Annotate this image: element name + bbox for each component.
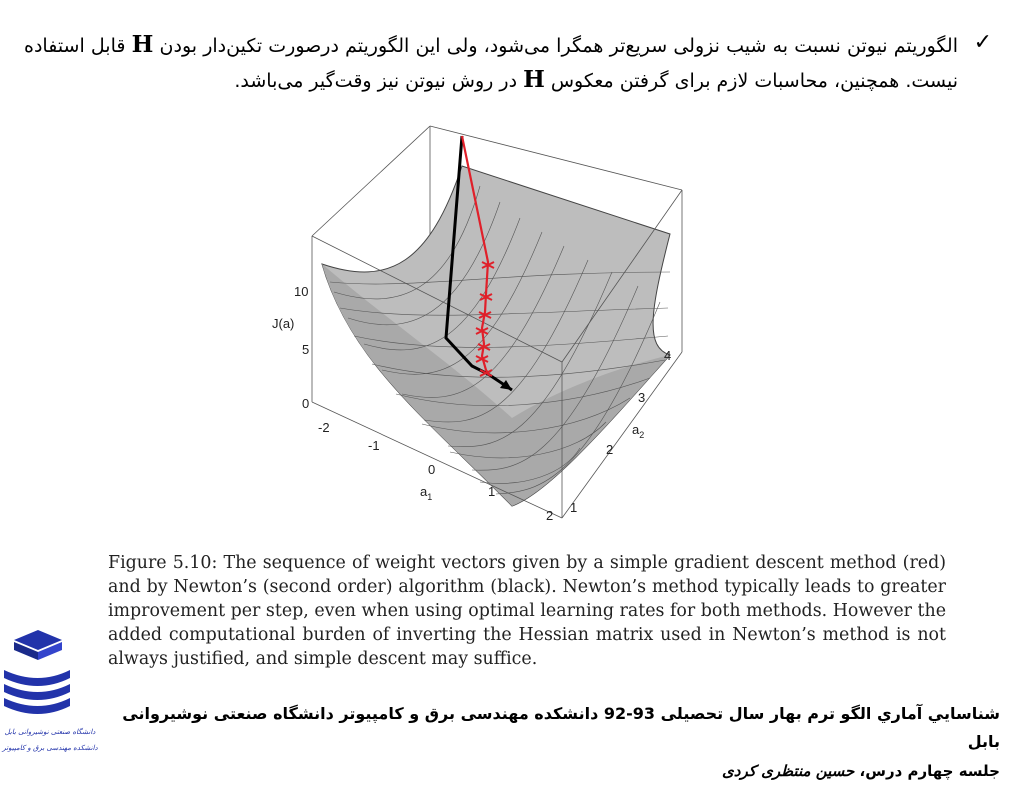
bullet-block: [24, 28, 992, 98]
z-tick: 10: [294, 284, 309, 299]
figure-caption: [108, 551, 946, 671]
a2-tick: 3: [638, 390, 646, 405]
a1-tick: 2: [546, 508, 554, 523]
session-label: جلسه چهارم درس،: [854, 762, 1000, 780]
a1-tick: -2: [318, 420, 330, 435]
a1-tick: 1: [488, 484, 496, 499]
a2-tick: 2: [606, 442, 614, 457]
a2-tick: 4: [664, 348, 672, 363]
caption-text: Figure 5.10: The sequence of weight vectors given by a simple gradient descent method (red) and by Newton’s (second order) algorithm (black). Newton’s method typically leads to greater improvement per step, even when using optimal learning rates for both methods. However the added computational burden of inverting the Hessian matrix used in Newton’s method is not always justified, and simple descent may suffice.: [108, 553, 946, 669]
hessian-symbol-1: H: [131, 31, 154, 58]
bullet-text-part3: در روش نیوتن نیز وقت‌گیر می‌باشد.: [234, 70, 524, 92]
surface-plot-figure: [250, 122, 690, 532]
slide-footer: [100, 700, 1000, 786]
footer-session-line: [100, 756, 1000, 786]
instructor-name: حسین منتظری کردی: [722, 762, 855, 780]
a2-axis-label: $a_2$: [632, 422, 645, 440]
a2-tick: 1: [570, 500, 578, 515]
course-title: شناسايي آماري الگو: [840, 704, 1000, 723]
surface-plot: [250, 122, 690, 532]
svg-text:دانشکده مهندسی برق و کامپیوتر: دانشکده مهندسی برق و کامپیوتر: [2, 744, 98, 752]
z-tick: 0: [302, 396, 310, 411]
svg-text:دانشگاه صنعتی نوشیروانی بابل: دانشگاه صنعتی نوشیروانی بابل: [4, 728, 96, 736]
checkmark-icon: ✓: [973, 30, 992, 55]
term-info: ترم بهار سال تحصیلی 93-92 دانشکده مهندسی برق و کامپیوتر دانشگاه صنعتی نوشیروانی بابل: [122, 704, 1000, 751]
bullet-text-part2: قابل استفاده نیست. همچنین، محاسبات لازم برای گرفتن معکوس: [24, 35, 958, 92]
z-tick: 5: [302, 342, 310, 357]
logo-emblem: [0, 628, 100, 768]
z-axis-label: J(a): [272, 316, 295, 331]
a1-axis-label: $a_1$: [420, 484, 433, 502]
bullet-text: [24, 28, 958, 98]
a1-tick: -1: [368, 438, 380, 453]
bullet-text-part1: الگوریتم نیوتن نسبت به شیب نزولی سریع‌تر همگرا می‌شود، ولی این الگوریتم درصورت تکین‌دار بودن: [153, 35, 958, 57]
university-logo: [0, 628, 100, 768]
footer-course-line: [100, 700, 1000, 756]
a1-tick: 0: [428, 462, 436, 477]
hessian-symbol-2: H: [523, 66, 545, 93]
